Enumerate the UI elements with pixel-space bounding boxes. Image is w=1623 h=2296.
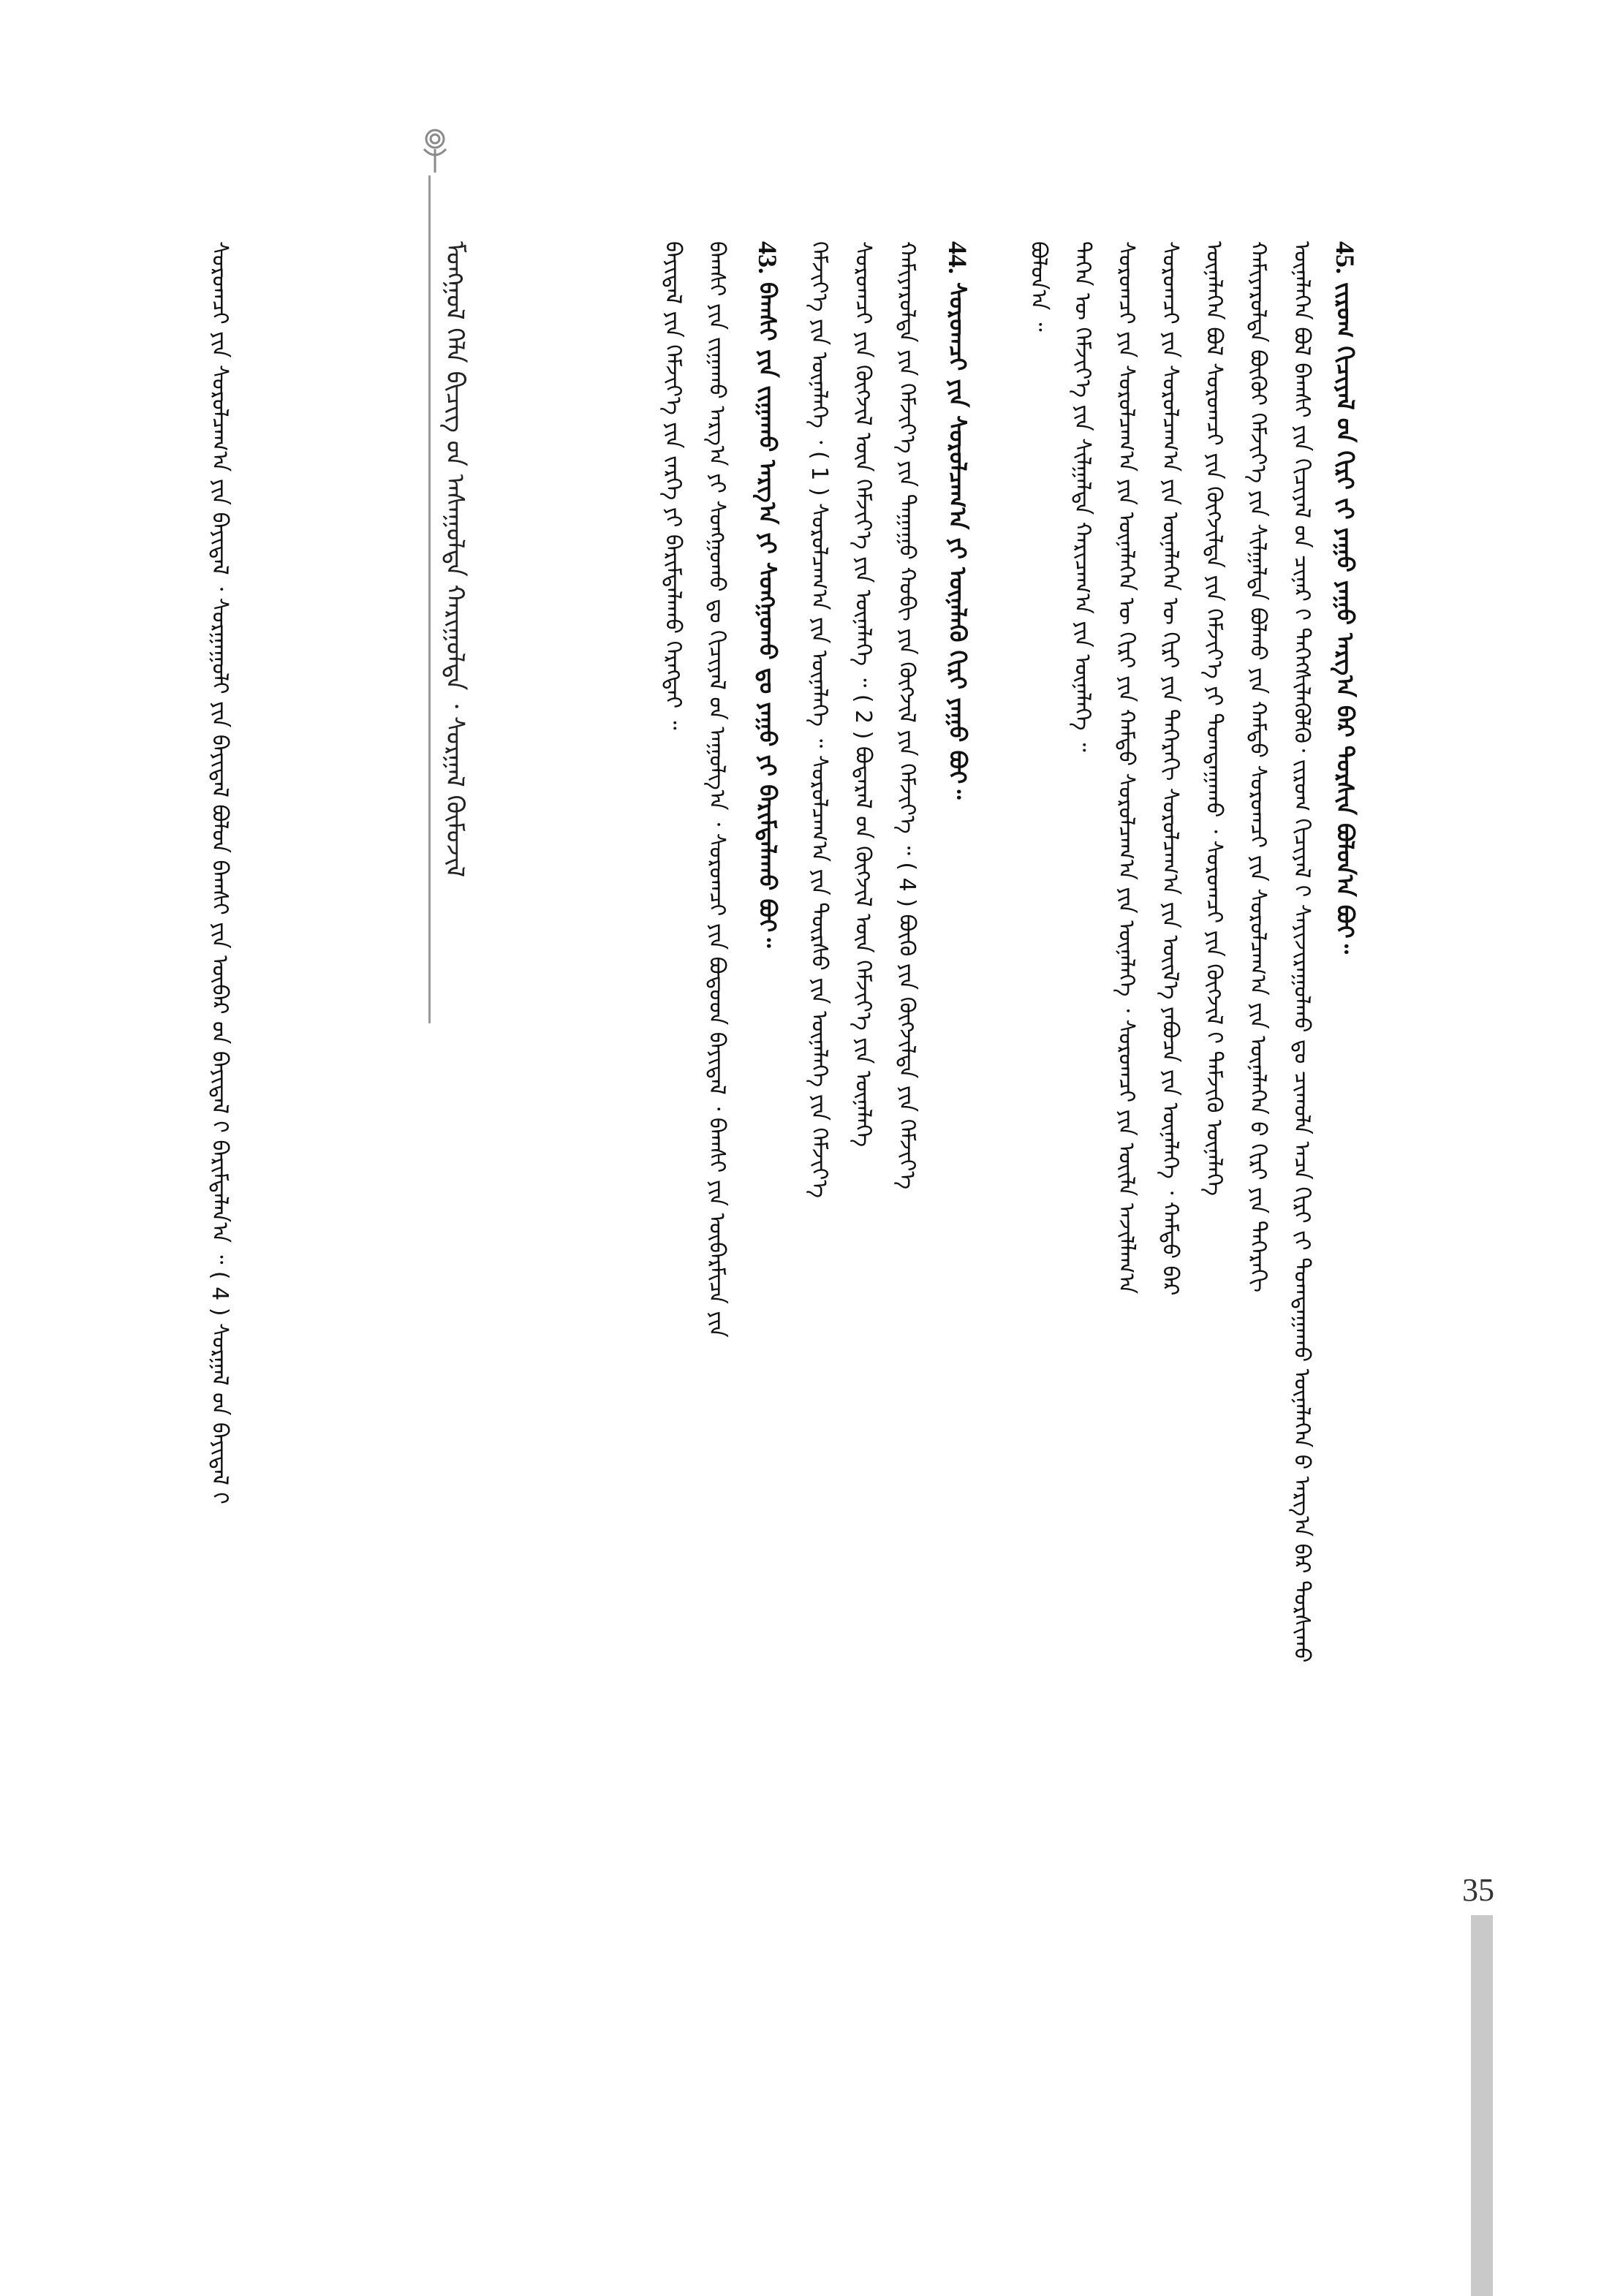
question-45	[1331, 241, 1360, 954]
paragraph-line: ᠦᠨᠡᠯᠡᠭᠡᠨ ᠪᠣᠯ ᠰᠤᠷᠤᠭᠴᠢ ᠶᠢᠨ ᠬᠥᠭᠵᠢᠯᠲᠡ ᠶᠢᠨ ᠬᠡᠮᠵᠢᠶ᠎ᠡ ᠶᠢ ᠲᠣᠭᠲᠠᠭᠠᠬᠤ ᠂ ᠰᠤᠷᠤᠭᠴᠢ ᠶᠢᠨ ᠬᠥᠭᠵᠢᠯ ᠢ᠋ ᠳᠡᠮᠵᠢᠬᠦ ᠦᠨᠡᠯᠡᠭᠡ	[1201, 241, 1227, 1196]
question-text: ᠵᠢᠷᠤᠭ ᠬᠢᠴᠢᠶᠡᠯ ᠤ᠋ᠨ ᠬᠢᠷᠢ ᠵᠢ ᠶᠠᠭᠤ ᠶᠠᠭᠤ ᠠᠷᠭ᠎ᠠ ᠪᠠᠷ ᠲᠤᠷᠰᠢᠨ ᠪᠣᠯᠤᠨ᠎ᠠ ᠪᠤᠢ᠃	[1331, 282, 1359, 954]
question-number: 45.	[1331, 241, 1360, 274]
paragraph-line: ᠰᠤᠷᠤᠭᠴᠢ ᠶᠢᠨ ᠬᠥᠭᠵᠢᠯ ᠦᠨ ᠬᠡᠮᠵᠢᠶ᠎ᠡ ᠶᠢᠨ ᠦᠨᠡᠯᠡᠭᠡ ᠃ ( 2 ) ᠪᠣᠳᠠᠷᠠᠯ ᠤ᠋ᠨ ᠬᠥᠭᠵᠢᠯ ᠦᠨ ᠬᠡᠮᠵᠢᠶ᠎ᠡ ᠶᠢᠨ ᠦᠨᠡᠯᠡᠭᠡ	[850, 241, 876, 1148]
paragraph-line: ᠬᠡᠮᠵᠢᠶ᠎ᠡ ᠶᠢᠨ ᠦᠨᠡᠯᠡᠭᠡ ᠂ ( 1 ) ᠰᠤᠷᠤᠯᠴᠠᠭ᠎ᠠ ᠶᠢᠨ ᠦᠨᠡᠯᠡᠭᠡ ᠃ ᠰᠤᠷᠤᠯᠴᠠᠭ᠎ᠠ ᠶᠢᠨ ᠳᠦᠷᠰᠦ ᠶᠢᠨ ᠦᠨᠡᠯᠡᠭᠡ ᠶᠢᠨ ᠬᠡᠮᠵᠢᠶ᠎ᠡ	[806, 241, 832, 1198]
running-header	[437, 241, 472, 1118]
question-number: 44.	[943, 241, 972, 274]
paragraph-line: ᠬᠠᠮᠢᠶᠠᠷᠤᠯᠲᠠ ᠶᠢᠨ ᠬᠡᠮᠵᠢᠶ᠎ᠡ ᠶᠢᠨ ᠳᠠᠭᠠᠭᠤ ᠬᠤᠪᠢ ᠶᠢᠨ ᠬᠥᠭᠵᠢᠯ ᠶᠢᠨ ᠬᠡᠮᠵᠢᠶ᠎ᠡ ᠃ ( 4 ) ᠪᠦᠬᠦ ᠶᠢᠨ ᠬᠥᠭᠵᠢᠯᠲᠡ ᠶᠢᠨ ᠬᠡᠮᠵᠢᠶ᠎ᠡ	[894, 241, 920, 1190]
paragraph-line: ᠪᠠᠶᠢᠳᠠᠯ ᠶᠢᠨ ᠬᠡᠮᠵᠢᠶ᠎ᠡ ᠶᠢᠨ ᠵᠡᠷᠭᠡ ᠶᠢ ᠪᠠᠷᠢᠮᠲᠠᠯᠠᠬᠤ ᠬᠡᠷᠡᠭᠲᠡᠢ ᠃	[660, 241, 686, 730]
page-number: 35	[1462, 1872, 1494, 1908]
paragraph-line: ᠰᠤᠷᠤᠭᠴᠢ ᠶᠢᠨ ᠰᠤᠷᠤᠯᠴᠠᠭ᠎ᠠ ᠶᠢᠨ ᠪᠠᠶᠢᠳᠠᠯ ᠂ ᠰᠤᠷᠭᠠᠭᠤᠯᠢ ᠶᠢᠨ ᠪᠠᠶᠢᠳᠠᠯ ᠪᠣᠯᠤᠨ ᠪᠠᠭᠰᠢ ᠶᠢᠨ ᠥᠪᠡᠷ ᠤ᠋ᠨ ᠪᠠᠶᠢᠳᠠᠯ ᠢ᠋ ᠪᠠᠷᠢᠮᠲᠠᠯᠠᠨ᠎ᠠ ᠃ ( 4 ) ᠰᠤᠷᠭᠠᠯ ᠤ᠋ᠨ ᠪᠠᠶᠢᠳᠠᠯ ᠢ᠋	[207, 241, 232, 1504]
page-edge-tab	[1471, 1915, 1493, 2296]
question-text: ᠪᠠᠭᠰᠢ ᠶᠢᠨ ᠵᠢᠭᠠᠬᠤ ᠠᠷᠭ᠎ᠠ ᠶᠢ ᠰᠤᠩᠭᠤᠬᠤ ᠳᠤ ᠶᠠᠭᠤ ᠶᠢ ᠪᠠᠷᠢᠮᠲᠠᠯᠠᠬᠤ ᠪᠤᠢ᠃	[754, 282, 782, 948]
running-header-title: ᠮᠣᠩᠭᠣᠯ ᠬᠡᠯᠡ ᠪᠢᠴᠢᠭ ᠤ᠋ᠨ ᠠᠰᠠᠭᠤᠯᠲᠠ ᠬᠠᠷᠢᠭᠤᠯᠲᠠ ᠂ ᠰᠤᠷᠭᠠᠯ ᠬᠦᠮᠦᠵᠢᠯ	[440, 241, 469, 878]
paragraph-line: ᠦᠨᠡᠯᠡᠭᠡᠨ ᠪᠣᠯ ᠪᠠᠭᠰᠢ ᠶᠢᠨ ᠬᠢᠴᠢᠶᠡᠯ ᠦ᠋ᠨ ᠴᠢᠨᠠᠷ ᠢ᠋ ᠳᠡᠭᠡᠭᠰᠢᠯᠡᠭᠦᠯᠬᠦ᠂ ᠵᠢᠷᠤᠭ ᠬᠢᠴᠢᠶᠡᠯ ᠢ᠋ ᠰᠠᠶᠢᠵᠢᠷᠠᠭᠤᠯᠬᠤ ᠳᠤ ᠴᠢᠬᠤᠯᠠ ᠠᠴᠠ ᠬᠢᠷᠢ ᠵᠢ ᠲᠣᠭᠲᠠᠭᠠᠬᠤ ᠦᠨᠡᠯᠡᠭᠡᠨ ᠤ᠋ ᠠᠷᠭ᠎ᠠ ᠪᠠᠷ ᠲᠤᠷᠰᠢᠬᠤ	[1289, 241, 1314, 1663]
paragraph-line: ᠰᠤᠷᠤᠭᠴᠢ ᠶᠢᠨ ᠰᠤᠷᠤᠯᠴᠠᠭ᠎ᠠ ᠶᠢᠨ ᠦᠨᠡᠯᠡᠭᠡᠨ ᠦ ᠬᠢᠷᠢ ᠶᠢᠨ ᠳᠡᠭᠡᠷᠡᠬᠢ ᠰᠤᠷᠤᠯᠴᠠᠭ᠎ᠠ ᠶᠢᠨ ᠦᠢᠯ᠎ᠡ ᠶᠠᠪᠤᠴᠠ ᠶᠢᠨ ᠦᠨᠡᠯᠡᠭᠡ ᠂ ᠬᠠᠮᠲᠤ ᠪᠡᠷ	[1157, 241, 1183, 1296]
question-43	[753, 241, 782, 947]
question-number: 43.	[753, 241, 782, 274]
paragraph-line: ᠰᠤᠷᠤᠭᠴᠢ ᠶᠢᠨ ᠰᠤᠷᠤᠯᠴᠠᠭ᠎ᠠ ᠶᠢᠨ ᠦᠨᠡᠯᠡᠭᠡᠨ ᠦ ᠬᠢᠷᠢ ᠶᠢᠨ ᠬᠠᠮᠲᠤ ᠰᠤᠷᠤᠯᠴᠠᠭ᠎ᠠ ᠶᠢᠨ ᠦᠨᠡᠯᠡᠭᠡ ᠂ ᠰᠤᠷᠤᠭᠴᠢ ᠶᠢᠨ ᠦᠢᠯᠡ ᠠᠵᠢᠯᠯᠠᠭ᠎ᠠ	[1113, 241, 1139, 1295]
paragraph-line: ᠬᠠᠮᠢᠶᠠᠷᠤᠯᠲᠠ ᠪᠦᠬᠦᠢ ᠬᠡᠮᠵᠢᠶ᠎ᠡ ᠶᠢᠨ ᠰᠢᠯᠭᠠᠯᠲᠠ ᠪᠣᠯᠬᠤ ᠶᠢᠨ ᠬᠠᠮᠲᠤ ᠰᠤᠷᠤᠭᠴᠢ ᠶᠢᠨ ᠰᠤᠷᠤᠯᠴᠠᠭ᠎ᠠ ᠶᠢᠨ ᠦᠨᠡᠯᠡᠭᠡᠨ ᠤ᠋ ᠬᠢᠷᠢ ᠶᠢᠨ ᠳᠡᠭᠡᠷᠡᠬᠢ	[1245, 241, 1271, 1293]
header-ornament-icon	[409, 124, 461, 175]
paragraph-line: ᠳᠡᠭᠡᠨ ᠦ ᠬᠡᠮᠵᠢᠶ᠎ᠡ ᠶᠢᠨ ᠰᠢᠯᠭᠠᠯᠲᠠ ᠬᠠᠷᠢᠴᠠᠭ᠎ᠠ ᠶᠢᠨ ᠦᠨᠡᠯᠡᠭᠡ ᠃	[1070, 241, 1095, 752]
question-44	[943, 241, 972, 799]
question-text: ᠰᠤᠷᠤᠭᠴᠢ ᠶᠢᠨ ᠰᠤᠷᠤᠯᠴᠠᠭ᠎ᠠ ᠶᠢ ᠦᠨᠡᠯᠡᠬᠦ ᠬᠢᠷᠢ ᠶᠠᠭᠤ ᠪᠤᠢ᠃	[944, 282, 972, 800]
header-rule	[428, 175, 431, 1023]
paragraph-line: ᠪᠣᠯᠤᠨ᠎ᠠ ᠃	[1026, 241, 1051, 332]
paragraph-line: ᠪᠠᠭᠰᠢ ᠶᠢᠨ ᠵᠢᠭᠠᠬᠤ ᠠᠷᠭ᠎ᠠ ᠶᠢ ᠰᠤᠩᠭᠤᠬᠤ ᠳᠤ ᠬᠢᠴᠢᠶᠡᠯ ᠦ᠋ᠨ ᠠᠭᠤᠯᠭ᠎ᠠ ᠂ ᠰᠤᠷᠤᠭᠴᠢ ᠶᠢᠨ ᠪᠣᠳᠤᠳ ᠪᠠᠶᠢᠳᠠᠯ ᠂ ᠪᠠᠭᠰᠢ ᠶᠢᠨ ᠥᠪᠡᠷᠮᠢᠴᠡ ᠶᠢᠨ	[704, 241, 730, 1338]
